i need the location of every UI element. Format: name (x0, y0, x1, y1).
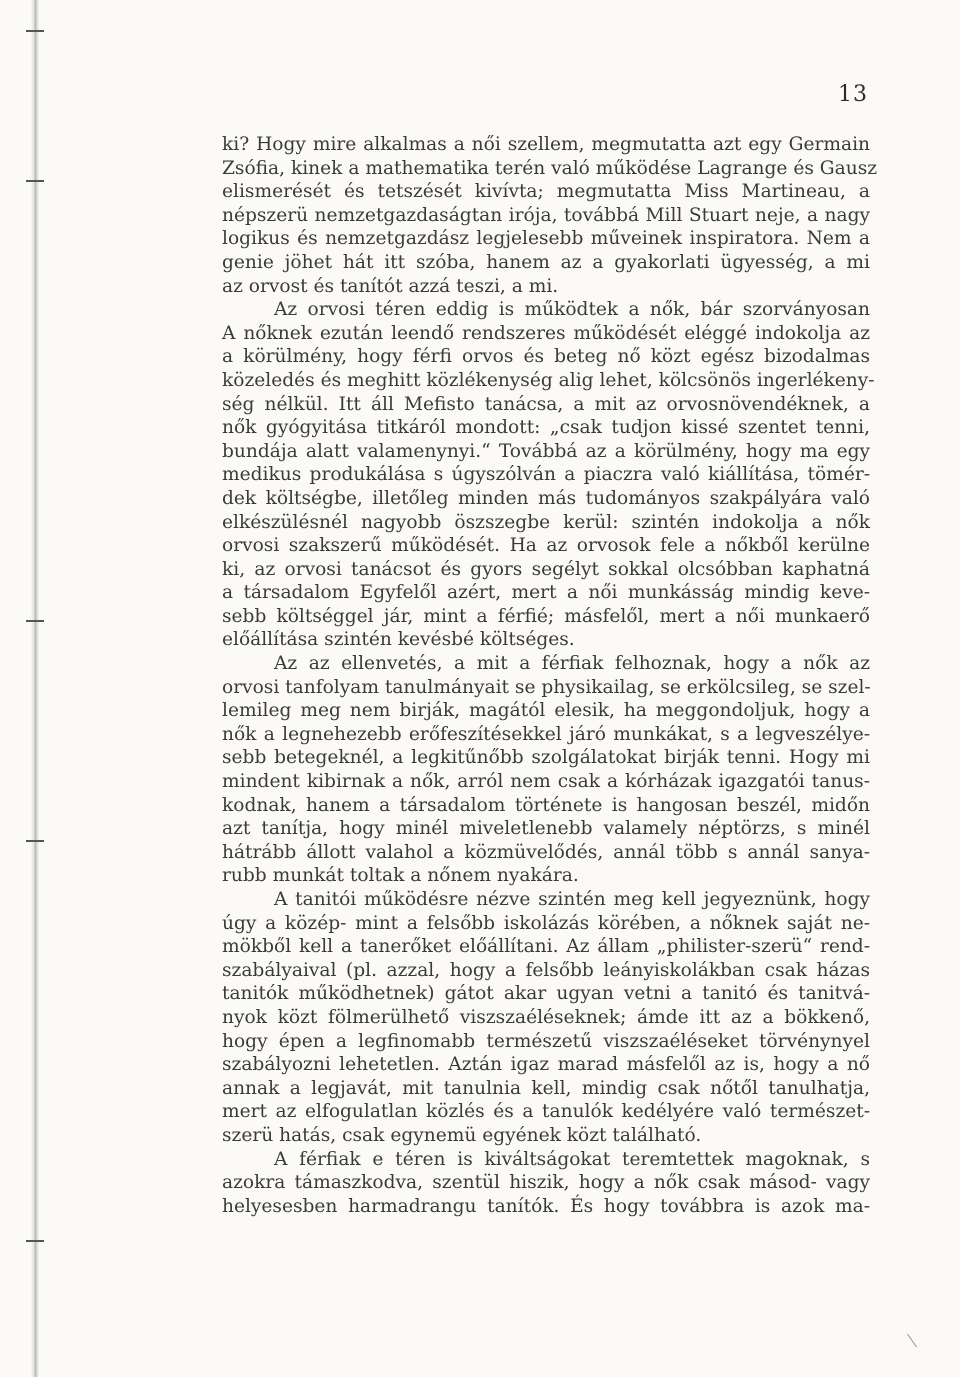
binding-mark (26, 1240, 44, 1242)
binding-mark (26, 620, 44, 622)
text-line: bundája alatt valamenynyi.“ Továbbá az a körülmény, hogy ma egy (222, 440, 870, 462)
text-line: ki? Hogy mire alkalmas a női szellem, megmutatta azt egy Germain (222, 134, 870, 155)
text-line: a társadalom Egyfelől azért, mert a női munkásság mindig keve- (222, 582, 870, 604)
text-line: sebb költséggel jár, mint a férfié; másfelől, mert a női munkaerő (222, 605, 870, 627)
text-line: A nőknek ezután leendő rendszeres működését eléggé indokolja az (222, 322, 870, 344)
text-line: Az orvosi téren eddig is működtek a nők, bár szorványosan (274, 299, 870, 321)
text-line: orvosi szakszerű működését. Ha az orvosok fele a nőkből kerülne (222, 535, 870, 557)
text-line: népszerü nemzetgazdaságtan irója, továbbá Mill Stuart neje, a nagy (222, 204, 870, 226)
text-line: mindent kibirnak a nők, arról nem csak a kórházak igazgatói tanus- (222, 771, 870, 793)
text-line: szabályozni lehetetlen. Aztán igaz marad másfelől az is, hogy a nő (222, 1054, 870, 1076)
text-line: Zsófia, kinek a mathematika terén való működése Lagrange és Gausz (222, 157, 878, 179)
text-line: A férfiak e téren is kiváltságokat teremtettek magoknak, s (274, 1148, 870, 1170)
text-line: lemileg meg nem birják, magától elesik, ha meggondoljuk, hogy a (222, 700, 870, 722)
body-text (222, 133, 878, 1218)
text-line: úgy a közép- mint a felsőbb iskolázás körében, a nőknek saját ne- (222, 912, 870, 934)
text-line: medikus produkálása s úgyszólván a piaczra való kiállítása, tömér- (222, 464, 870, 486)
text-line: közeledés és meghitt közlékenység alig lehet, kölcsönös ingerlékeny- (222, 369, 875, 391)
text-line: orvosi tanfolyam tanulmányait se physikailag, se erkölcsileg, se szel- (222, 676, 871, 698)
text-line: mert az elfogulatlan közlés és a tanulók kedélyére való természet- (222, 1101, 870, 1123)
text-line: nők a legnehezebb erőfeszítésekkel járó munkákat, s a legveszélye- (222, 723, 870, 745)
page-number: 13 (838, 82, 868, 107)
text-line: ség nélkül. Itt áll Mefisto tanácsa, a mit az orvosnövendéknek, a (222, 393, 870, 415)
text-line: elkészülésnél nagyobb öszszegbe kerül: szintén indokolja a nők (222, 511, 870, 533)
text-line: kodnak, hanem a társadalom története is hangosan beszél, midőn (222, 794, 870, 816)
binding-edge (30, 0, 40, 1377)
text-line: elismerését és tetszését kivívta; megmutatta Miss Martineau, a (222, 181, 870, 203)
text-line: helyesesben harmadrangu tanítók. És hogy továbbra is azok ma- (222, 1195, 870, 1217)
text-line: szabályaival (pl. azzal, hogy a felsőbb leányiskolákban csak házas (222, 959, 870, 981)
text-line: az orvost és tanítót azzá teszi, a mi. (222, 275, 559, 297)
text-line: szerü hatás, csak egynemü egyének közt található. (222, 1124, 702, 1146)
text-line: nyok közt fölmerülhető viszszaéléseknek; ámde itt az a bökkenő, (222, 1006, 870, 1028)
text-line: dek költségbe, illetőleg minden más tudományos szakpályára való (222, 487, 870, 509)
text-line: genie jöhet hát itt szóba, hanem az a gyakorlati ügyesség, a mi (222, 251, 870, 273)
text-line: rubb munkát toltak a nőnem nyakára. (222, 865, 579, 887)
text-line: hátrább állott valahol a közmüvelődés, annál több s annál sanya- (222, 841, 870, 863)
text-line: előállítása szintén kevésbé költséges. (222, 629, 575, 651)
text-line: a körülmény, hogy férfi orvos és beteg nő közt egész bizodalmas (222, 346, 870, 368)
text-line: logikus és nemzetgazdász legjelesebb műveinek inspiratora. Nem a (222, 228, 870, 250)
text-line: hogy épen a legfinomabb természetű viszszaéléseket törvénynyel (222, 1030, 870, 1052)
text-line: sebb betegeknél, a legkitűnőbb szolgálatokat birják tenni. Hogy mi (222, 747, 870, 769)
text-line: azt tanítja, hogy minél miveletlenebb valamely néptörzs, s minél (222, 818, 870, 840)
binding-mark (26, 30, 44, 32)
text-line: ki, az orvosi tanácsot és gyors segélyt sokkal olcsóbban kaphatná (222, 558, 870, 580)
corner-mark (907, 1334, 917, 1348)
binding-mark (26, 180, 44, 182)
text-line: Az az ellenvetés, a mit a férfiak felhoznak, hogy a nők az (274, 653, 870, 675)
text-line: A tanitói működésre nézve szintén meg kell jegyeznünk, hogy (274, 889, 870, 910)
text-line: nők gyógyitása titkáról mondott: „csak tudjon kissé szentet tenni, (222, 417, 870, 439)
text-line: mökből kell a tanerőket előállítani. Az állam „philister-szerü“ rend- (222, 936, 870, 958)
text-line: annak a legjavát, mit tanulnia kell, mindig csak nőtől tanulhatja, (222, 1077, 870, 1099)
text-line: tanitók működhetnek) gátot akar ugyan vetni a tanitó és tanitvá- (222, 983, 870, 1005)
text-line: azokra támaszkodva, szentül hiszik, hogy a nők csak másod- vagy (222, 1172, 870, 1194)
binding-mark (26, 840, 44, 842)
